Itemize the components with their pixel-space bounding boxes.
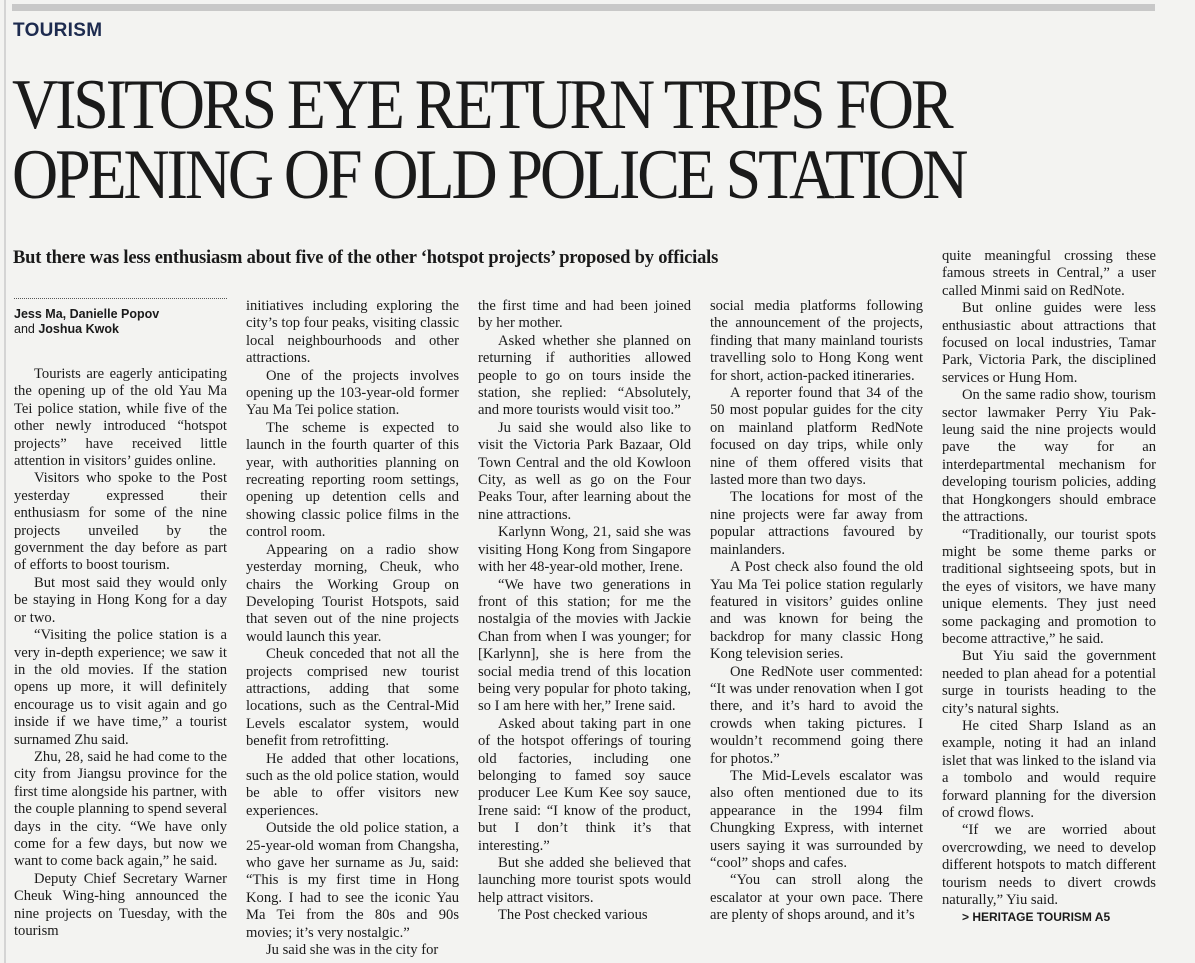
section-label: TOURISM [13, 20, 103, 41]
article-paragraph: The scheme is expected to launch in the fourth quarter of this year, with authorities planning on recreating reporting room settings, opening up detention cells and showing classic police films in the control room. [246, 419, 459, 541]
article-column-4 [710, 298, 923, 925]
article-paragraph: Tourists are eagerly anticipating the opening up of the old Yau Ma Tei police station, while five of the other newly introduced “hotspot projects” have received little attention in visitors’ guides online. [14, 366, 227, 470]
article-paragraph: One RedNote user commented: “It was under renovation when I got there, and it’s hard to avoid the crowds when taking pictures. I wouldn’t recommend going there for photos.” [710, 663, 923, 767]
article-paragraph: Visitors who spoke to the Post yesterday expressed their enthusiasm for some of the nine projects unveiled by the government the day before as part of efforts to boost tourism. [14, 470, 227, 574]
article-paragraph: the first time and had been joined by her mother. [478, 298, 691, 332]
article-paragraph: “Traditionally, our tourist spots might be some theme parks or traditional sightseeing spots, but in the eyes of visitors, we have many unique elements. They just need some packaging and promotion to become attractive,” he said. [942, 526, 1156, 647]
article-paragraph: On the same radio show, tourism sector lawmaker Perry Yiu Pak-leung said the nine projects would pave the way for an interdepartmental mechanism for developing tourism policies, adding that Hongkongers should embrace the attractions. [942, 387, 1156, 526]
article-paragraph: initiatives including exploring the city’s top four peaks, visiting classic local neighbourhoods and other attractions. [246, 298, 459, 367]
subheadline: But there was less enthusiasm about five of the other ‘hotspot projects’ proposed by officials [13, 248, 719, 268]
article-paragraph: “If we are worried about overcrowding, we need to develop different hotspots to match different tourism needs to divert crowds naturally,” Yiu said. [942, 822, 1156, 909]
byline-authors-2: Joshua Kwok [38, 322, 119, 336]
article-paragraph: But she added she believed that launching more tourist spots would help attract visitors. [478, 855, 691, 906]
article-paragraph: But most said they would only be staying in Hong Kong for a day or two. [14, 574, 227, 626]
article-column-1 [14, 366, 227, 940]
article-paragraph: A reporter found that 34 of the 50 most popular guides for the city on mainland platform RedNote focused on day trips, while only nine of them offered visits that lasted more than two days. [710, 385, 923, 489]
article-column-2 [246, 298, 459, 959]
article-paragraph: “We have two generations in front of this station; for me the nostalgia of the movies with Jackie Chan from when I was younger; for [Karlynn], she is here from the social media trend of this location being very popular for photo taking, so I am here with her,” Irene said. [478, 576, 691, 715]
article-paragraph: The Mid-Levels escalator was also often mentioned due to its appearance in the 1994 film Chungking Express, with internet users saying it was surrounded by “cool” shops and cafes. [710, 767, 923, 871]
page-edge-rule [4, 0, 6, 963]
article-paragraph: The locations for most of the nine projects were far away from popular attractions favoured by mainlanders. [710, 489, 923, 558]
article-paragraph: Asked about taking part in one of the hotspot offerings of touring old factories, including one belonging to famed soy sauce producer Lee Kum Kee soy sauce, Irene said: “I know of the product, but I don’t think it’s that interesting.” [478, 715, 691, 854]
article-paragraph: But Yiu said the government needed to plan ahead for a potential surge in tourists heading to the city’s natural sights. [942, 648, 1156, 717]
top-rule-bar [12, 4, 1155, 11]
byline-authors-1: Jess Ma, Danielle Popov [14, 307, 160, 321]
article-paragraph: But online guides were less enthusiastic about attractions that focused on local industries, Tamar Park, Victoria Park, the disciplined services or Hung Hom. [942, 300, 1156, 386]
article-paragraph: “Visiting the police station is a very in-depth experience; we saw it in the old movies. If the station opens up more, it will definitely encourage us to visit again and go inside if we have time,” a tourist surnamed Zhu said. [14, 627, 227, 748]
article-paragraph: He added that other locations, such as the old police station, would be able to offer visitors new experiences. [246, 750, 459, 819]
article-paragraph: “You can stroll along the escalator at your own pace. There are plenty of shops around, and it’s [710, 872, 923, 924]
byline-and: and [14, 322, 35, 336]
article-paragraph: The Post checked various [498, 907, 648, 924]
article-paragraph: Cheuk conceded that not all the projects comprised new tourist attractions, adding that some locations, such as the Central-Mid Levels escalator system, would benefit from retrofitting. [246, 646, 459, 750]
article-paragraph: Karlynn Wong, 21, said she was visiting Hong Kong from Singapore with her 48-year-old mother, Irene. [478, 524, 691, 576]
article-paragraph: quite meaningful crossing these famous streets in Central,” a user called Minmi said on RedNote. [942, 248, 1156, 299]
byline [14, 298, 227, 337]
article-paragraph: Ju said she would also like to visit the Victoria Park Bazaar, Old Town Central and the old Kowloon City, as well as go on the Four Peaks Tour, after learning about the nine attractions. [478, 419, 691, 523]
headline-line-2: OPENING OF OLD POLICE STATION [12, 136, 966, 214]
cross-reference-link[interactable]: > HERITAGE TOURISM A5 [962, 910, 1111, 925]
article-paragraph: Appearing on a radio show yesterday morning, Cheuk, who chairs the Working Group on Developing Tourist Hotspots, said that seven out of the nine projects would launch this year. [246, 541, 459, 645]
article-paragraph: Asked whether she planned on returning if authorities allowed people to go on tours inside the station, she replied: “Absolutely, and more tourists would visit too.” [478, 332, 691, 419]
article-paragraph: A Post check also found the old Yau Ma Tei police station regularly featured in visitors’ guides online and was known for being the backdrop for many classic Hong Kong television series. [710, 559, 923, 663]
article-paragraph: Deputy Chief Secretary Warner Cheuk Wing-hing announced the nine projects on Tuesday, with the tourism [14, 870, 227, 939]
article-paragraph: Zhu, 28, said he had come to the city from Jiangsu province for the first time alongside his partner, with the couple planning to spend several days in the city. “We have only come for a few days, but now we want to come back again,” he said. [14, 748, 227, 870]
article-column-3 [478, 298, 691, 925]
article-paragraph: Outside the old police station, a 25-year-old woman from Changsha, who gave her surname as Ju, said: “This is my first time in Hong Kong. I had to see the iconic Yau Ma Tei from the 80s and 90s movies; it’s very nostalgic.” [246, 820, 459, 941]
article-paragraph: He cited Sharp Island as an example, noting it had an inland islet that was linked to the island via a tombolo and would require forward planning for the diversion of crowd flows. [942, 717, 1156, 821]
headline [12, 66, 1074, 214]
article-paragraph: Ju said she was in the city for [266, 942, 439, 959]
article-paragraph: One of the projects involves opening up the 103-year-old former Yau Ma Tei police station. [246, 367, 459, 419]
headline-line-1: VISITORS EYE RETURN TRIPS FOR [12, 66, 951, 144]
article-paragraph: social media platforms following the announcement of the projects, finding that many mainland tourists travelling solo to Hong Kong went for short, action-packed itineraries. [710, 298, 923, 384]
article-column-5 [942, 248, 1156, 927]
